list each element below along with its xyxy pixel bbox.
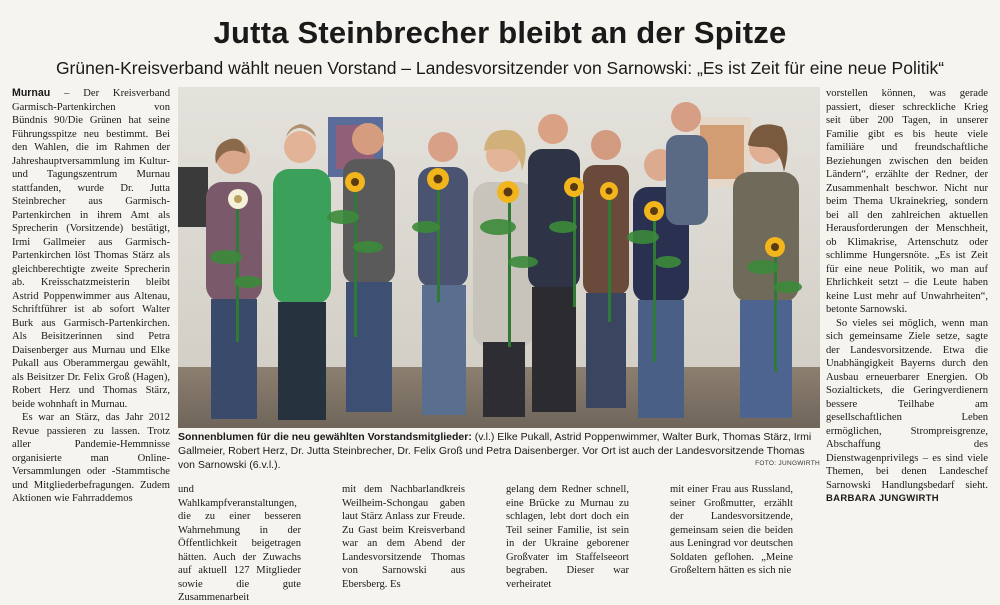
article-column-6: [826, 87, 988, 582]
paragraph-2: Es war an Stärz, das Jahr 2012 Revue passieren zu lassen. Trotz aller Pandemie-Hemmnisse organisierte man Online-Versammlungen oder -Stammtische und Mitgliederbefragungen. Zudem Aktionen wie Fahrraddemos: [12, 412, 170, 504]
article-column-3: [342, 483, 465, 590]
caption-text: (v.l.) Elke Pukall, Astrid Poppenwimmer, Walter Burk, Thomas Stärz, Irmi Gallmeier, Robert Herz, Dr. Jutta Steinbrecher, Dr. Felix Groß und Petra Daisenberger. Vor Ort ist auch der Landesvorsitzende Thomas von Sarnowski (6.v.l.).: [178, 431, 812, 471]
photo-credit: FOTO: JUNGWIRTH: [755, 460, 820, 467]
group-photo: [178, 87, 820, 428]
column-4-text: gelang dem Redner schnell, eine Brücke zu Murnau zu schlagen, lebt dort doch ein Teil seiner Familie, ist sein in der Ukraine geborener Großvater im Staffelseeort begraben. Dieser war verheiratet: [506, 484, 629, 590]
article-column-1: [12, 87, 170, 582]
column-2-text: und Wahlkampfveranstaltungen, die zu einer besseren Wahrnehmung in der Öffentlichkeit beigetragen hätten. Auch der Zuwachs auf aktuell 127 Mitglieder sowie die gute Zusammenarbeit: [178, 484, 301, 603]
intro-text: – Der Kreisverband Garmisch-Partenkirchen von Bündnis 90/Die Grünen hat seine Führungsspitze neu bestimmt. Bei den Wahlen, die im Rahmen der Jahreshauptversammlung im Kultur- und Tagungszentrum Murnau stattfanden, wurde Dr. Jutta Steinbrecher aus Garmisch-Partenkirchen in ihrem Amt als Sprecherin (Vorsitzende) bestätigt, Irmi Gallmeier aus Garmisch-Partenkirchen löst Thomas Stärz als gleichberechtigte zweite Sprecherin ab. Kreisschatzmeisterin bleibt Astrid Poppenwimmer aus Altenau, Schriftführer ist ab sofort Walter Burk aus Garmisch-Partenkirchen. Als Beisitzerinnen sind Petra Daisenberger aus Murnau und Elke Pukall aus Oberammergau gewählt, als Beisitzer Dr. Felix Groß (Hagen), Robert Herz und Thomas Stärz, beide wohnhaft in Murnau.: [12, 88, 170, 410]
photo-caption: [178, 430, 820, 472]
headline: Jutta Steinbrecher bleibt an der Spitze: [213, 15, 787, 50]
subheadline: Grünen-Kreisverband wählt neuen Vorstand – Landesvorsitzender von Sarnowski: „Es ist Zeit für eine neue Politik“: [55, 58, 945, 78]
column-6-para2: [826, 317, 988, 506]
paragraph-intro: [12, 87, 170, 411]
article-column-5: [670, 483, 793, 581]
article-column-4: [506, 483, 629, 590]
column-3-text: mit dem Nachbarlandkreis Weilheim-Schongau gaben laut Stärz Anlass zur Freude. Zu Gast beim Kreisverband war an dem Abend der Landesvorsitzende Thomas von Sarnowski aus Ebersberg. Es: [342, 484, 465, 590]
column-5-text: mit einer Frau aus Russland, seiner Großmutter, erzählt der Landesvorsitzende, gemeinsam seien die beiden aus Leningrad vor deutschen Soldaten geflohen. „Meine Großeltern hätten es sich nie: [670, 484, 793, 576]
dateline: Murnau: [12, 87, 51, 99]
column-6-para2-text: So vieles sei möglich, wenn man sich gemeinsame Ziele setze, sagte der Landesvorsitzende. Etwa die Unabhängigkeit Bayerns durch den Ausbau erneuerbarer Energien. Ob Sozialtickets, die Geringverdienern bessere Teilhabe am gesellschaftlichen Leben ermöglichen, Strompreisgrenze, Abschaffung des Dienstwagenprivilegs – es sind viele Themen, bei denen Landeschef Sarnowski Handlungsbedarf sieht.: [826, 317, 988, 491]
column-6-text: vorstellen können, was gerade passiert, dieser schreckliche Krieg seit über 200 Tagen, in unserer Familie gibt es bis heute viele familiäre und freundschaftliche Beziehungen zwischen den beiden Ländern“, erzählte der Redner, der Zusammenhalt beschwor. Nicht nur beim Thema Ukrainekrieg, sondern bei all den zahlreichen aktuellen Herausforderungen der Menschheit, ob Klimakrise, Artenschutz oder schlimme Hungersnöte. „Es ist Zeit für eine neue Politik, wo man auf Ehrlichkeit setzt – die Leute haben keine Lust mehr auf Unwahrheiten“, betonte Sarnowski.: [826, 88, 988, 315]
article-column-2: [178, 483, 301, 603]
author-byline: BARBARA JUNGWIRTH: [826, 493, 939, 504]
caption-lead: Sonnenblumen für die neu gewählten Vorstandsmitglieder:: [178, 431, 472, 443]
